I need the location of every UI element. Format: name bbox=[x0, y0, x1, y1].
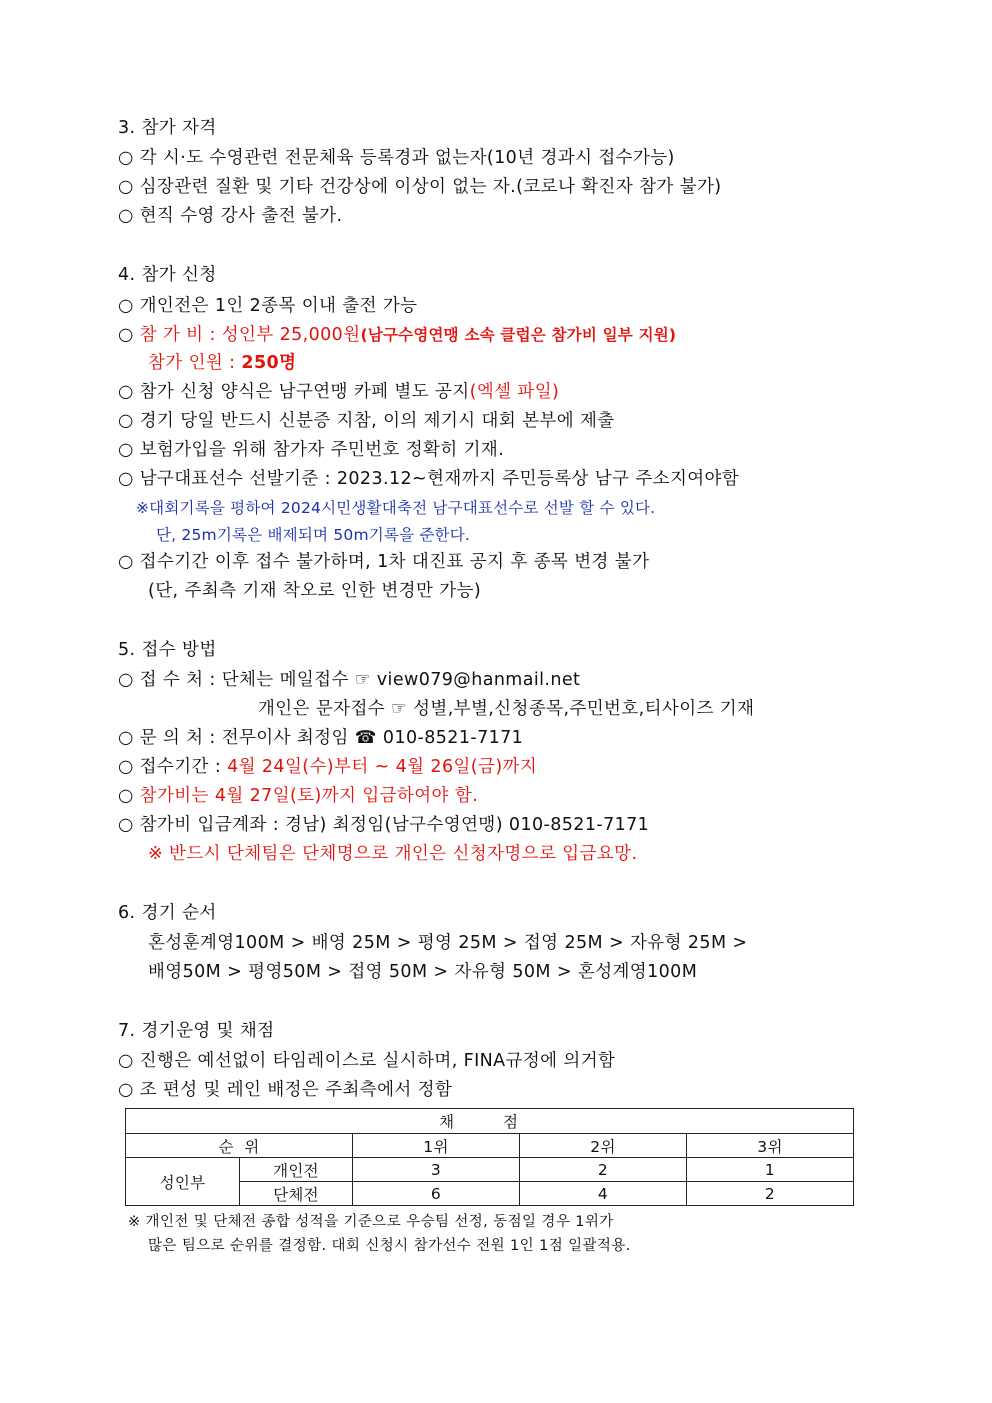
bank-account-line: ○ 참가비 입금계좌 : 경남) 최정임(남구수영연맹) 010-8521-7171 bbox=[118, 815, 650, 835]
footnote-line-2: 많은 팀으로 순위를 결정함. 대회 신청시 참가선수 전원 1인 1점 일괄적용. bbox=[148, 1238, 631, 1254]
eligibility-line-2: ○ 심장관련 질환 및 기타 건강상에 이상이 없는 자.(코로나 확진자 참가 불가) bbox=[118, 177, 722, 197]
reception-period-label: ○ 접수기간 : bbox=[118, 757, 228, 777]
reception-line-2: 개인은 문자접수 ☞ 성별,부별,신청종목,주민번호,티사이즈 기재 bbox=[258, 699, 755, 719]
footnote-line-1: ※ 개인전 및 단체전 종합 성적을 기준으로 우승팀 선정, 동점일 경우 1위가 bbox=[128, 1214, 614, 1230]
reception-period-line bbox=[118, 756, 537, 778]
operation-line-1: ○ 진행은 예선없이 타임레이스로 실시하며, FINA규정에 의거함 bbox=[118, 1051, 616, 1071]
rank-header: 순 위 bbox=[126, 1134, 353, 1158]
race-order-line-1: 혼성훈계영100M > 배영 25M > 평영 25M > 접영 25M > 자유형 25M > bbox=[148, 933, 748, 953]
eligibility-line-1: ○ 각 시·도 수영관련 전문체육 등록경과 없는자(10년 경과시 접수가능) bbox=[118, 148, 675, 168]
application-line-1: ○ 개인전은 1인 2종목 이내 출전 가능 bbox=[118, 296, 418, 316]
scoring-table bbox=[125, 1108, 854, 1206]
team-rank-1-points: 6 bbox=[353, 1182, 520, 1206]
scoring-table-title: 채 점 bbox=[126, 1109, 854, 1134]
entry-fee-line bbox=[118, 324, 676, 346]
eligibility-line-3: ○ 현직 수영 강사 출전 불가. bbox=[118, 206, 343, 226]
contact-line: ○ 문 의 처 : 전무이사 최정임 ☎ 010-8521-7171 bbox=[118, 728, 524, 748]
section-3-heading: 3. 참가 자격 bbox=[118, 118, 217, 138]
application-line-7: ○ 접수기간 이후 접수 불가하며, 1차 대진표 공지 후 종목 변경 불가 bbox=[118, 552, 650, 572]
fee-deadline-text: 참가비는 4월 27일(토)까지 입금하여야 함. bbox=[139, 786, 479, 806]
application-line-6: ○ 남구대표선수 선발기준 : 2023.12~현재까지 주민등록상 남구 주소지여야함 bbox=[118, 469, 740, 489]
participant-count-line bbox=[148, 352, 296, 374]
application-form-text: ○ 참가 신청 양식은 남구연맹 카페 별도 공지 bbox=[118, 382, 470, 402]
fee-deadline-line bbox=[118, 785, 478, 807]
section-7-heading: 7. 경기운영 및 채점 bbox=[118, 1021, 275, 1041]
application-form-line bbox=[118, 381, 559, 403]
individual-rank-3-points: 1 bbox=[687, 1158, 854, 1182]
application-line-5: ○ 보험가입을 위해 참가자 주민번호 정확히 기재. bbox=[118, 440, 505, 460]
individual-rank-2-points: 2 bbox=[520, 1158, 687, 1182]
entry-fee-note: (남구수영연맹 소속 클럽은 참가비 일부 지원) bbox=[360, 326, 677, 344]
row-label-individual: 개인전 bbox=[240, 1158, 353, 1182]
selection-note-1: ※대회기록을 평하여 2024시민생활대축전 남구대표선수로 선발 할 수 있다. bbox=[136, 499, 656, 517]
entry-fee-label: 참 가 비 : 성인부 25,000원 bbox=[139, 325, 361, 345]
team-rank-2-points: 4 bbox=[520, 1182, 687, 1206]
team-rank-3-points: 2 bbox=[687, 1182, 854, 1206]
row-label-team: 단체전 bbox=[240, 1182, 353, 1206]
fee-deadline-bullet: ○ bbox=[118, 786, 140, 806]
rank-1-header: 1위 bbox=[353, 1134, 520, 1158]
section-6-heading: 6. 경기 순서 bbox=[118, 903, 217, 923]
operation-line-2: ○ 조 편성 및 레인 배정은 주최측에서 정함 bbox=[118, 1080, 453, 1100]
application-line-4: ○ 경기 당일 반드시 신분증 지참, 이의 제기시 대회 본부에 제출 bbox=[118, 411, 615, 431]
participant-count-value: 250명 bbox=[241, 353, 297, 373]
participant-count-label: 참가 인원 : bbox=[148, 353, 242, 373]
section-5-heading: 5. 접수 방법 bbox=[118, 640, 217, 660]
selection-note-2: 단, 25m기록은 배제되며 50m기록을 준한다. bbox=[156, 526, 471, 544]
group-adult: 성인부 bbox=[126, 1158, 240, 1206]
application-line-8: (단, 주최측 기재 착오로 인한 변경만 가능) bbox=[148, 581, 482, 601]
section-4-heading: 4. 참가 신청 bbox=[118, 265, 217, 285]
race-order-line-2: 배영50M > 평영50M > 접영 50M > 자유형 50M > 혼성계영100M bbox=[148, 962, 698, 982]
rank-3-header: 3위 bbox=[687, 1134, 854, 1158]
application-form-format: (엑셀 파일) bbox=[469, 382, 560, 402]
deposit-note: ※ 반드시 단체팀은 단체명으로 개인은 신청자명으로 입금요망. bbox=[148, 844, 638, 864]
reception-period-dates: 4월 24일(수)부터 ~ 4월 26일(금)까지 bbox=[227, 757, 538, 777]
rank-2-header: 2위 bbox=[520, 1134, 687, 1158]
individual-rank-1-points: 3 bbox=[353, 1158, 520, 1182]
reception-line-1: ○ 접 수 처 : 단체는 메일접수 ☞ view079@hanmail.net bbox=[118, 670, 581, 690]
entry-fee-bullet: ○ bbox=[118, 325, 140, 345]
